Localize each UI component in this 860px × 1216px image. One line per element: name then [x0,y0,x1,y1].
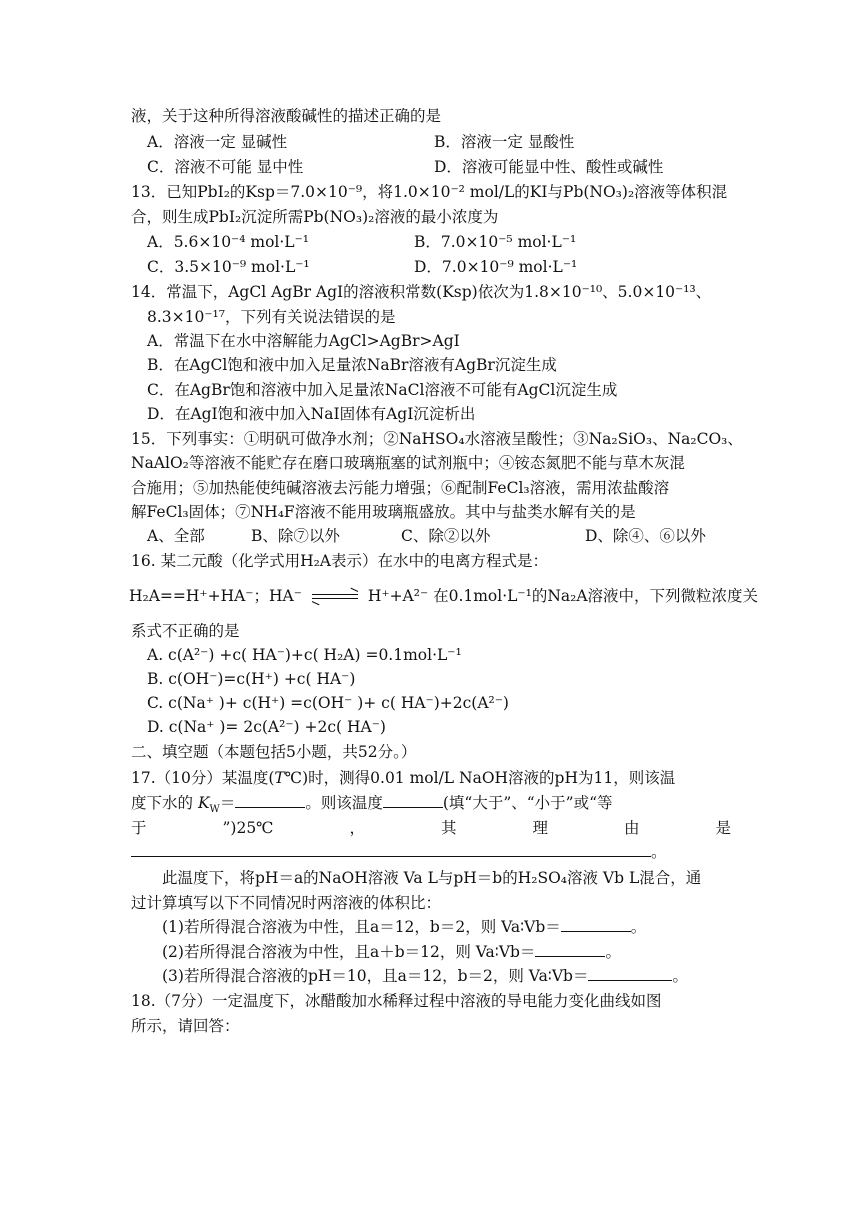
q18-stem: 18.（7分）一定温度下，冰醋酸加水稀释过程中溶液的导电能力变化曲线如图 [131,992,662,1010]
q13-option-b: B．7.0×10⁻⁵ mol·L⁻¹ [414,233,577,251]
equilibrium-arrow-icon [312,592,358,602]
q17-case-1: (1)若所得混合溶液为中性，且a＝12，b＝2，则 Va∶Vb＝ 。 [162,915,646,939]
q14-stem: 8.3×10⁻¹⁷，下列有关说法错误的是 [147,308,396,326]
q18-stem: 所示，请回答： [131,1017,240,1035]
q16-stem: 系式不正确的是 [131,622,240,640]
q16-option-b: B. c(OH⁻)=c(H⁺) +c( HA⁻) [147,670,356,688]
q17-case-3: (3)若所得混合溶液的pH＝10，且a＝12，b＝2，则 Va∶Vb＝ 。 [162,964,688,988]
q15-stem: 合施用；⑤加热能使纯碱溶液去污能力增强；⑥配制FeCl₃溶液，需用浓盐酸溶 [131,479,670,497]
q15-option-a: A、全部 [147,527,205,545]
q13-option-c: C．3.5×10⁻⁹ mol·L⁻¹ [147,258,310,276]
q16-equation: H₂A==H⁺+HA⁻；HA⁻ H⁺+A²⁻ 在0.1mol·L⁻¹的Na₂A溶液中，下列微粒浓度关 [129,587,759,605]
q13-stem: 合，则生成PbI₂沉淀所需Pb(NO₃)₂溶液的最小浓度为 [131,208,499,226]
q15-stem: NaAlO₂等溶液不能贮存在磨口玻璃瓶塞的试剂瓶中；④铵态氮肥不能与草木灰混 [131,454,685,472]
answer-blank[interactable] [235,791,305,808]
q14-option-a: A．常温下在水中溶解能力AgCl>AgBr>AgI [147,332,460,350]
q12-option-c: C．溶液不可能 显中性 [147,158,304,176]
q13-option-d: D．7.0×10⁻⁹ mol·L⁻¹ [414,258,578,276]
q17-reason-line: 。 [131,840,667,864]
q17-paragraph: 过计算填写以下不同情况时两溶液的体积比： [131,894,442,912]
q16-option-d: D. c(Na⁺ )= 2c(A²⁻) +2c( HA⁻) [147,718,386,736]
q15-option-b: B、除⑦以外 [251,527,340,545]
q14-option-d: D．在AgI饱和液中加入NaI固体有AgI沉淀析出 [147,405,476,423]
q17-stem: 于 ”)25℃ ， 其 理 由 是 [131,819,731,837]
q13-stem: 13．已知PbI₂的Ksp＝7.0×10⁻⁹，将1.0×10⁻² mol/L的KI与Pb(NO₃)₂溶液等体积混 [131,183,728,201]
q16-option-a: A. c(A²⁻) +c( HA⁻)+c( H₂A) =0.1mol·L⁻¹ [147,646,462,664]
answer-blank[interactable] [535,940,605,957]
q12-option-a: A．溶液一定 显碱性 [147,133,288,151]
q12-option-d: D．溶液可能显中性、酸性或碱性 [434,158,664,176]
q15-stem: 解FeCl₃固体；⑦NH₄F溶液不能用玻璃瓶盛放。其中与盐类水解有关的是 [131,503,636,521]
q14-option-c: C．在AgBr饱和溶液中加入足量浓NaCl溶液不可能有AgCl沉淀生成 [147,381,618,399]
section-heading: 二、填空题（本题包括5小题，共52分。） [131,743,417,761]
answer-blank[interactable] [383,791,443,808]
q15-option-c: C、除②以外 [401,527,491,545]
q14-stem: 14．常温下，AgCl AgBr AgI的溶液积常数(Ksp)依次为1.8×10⁻¹⁰、5.0×10⁻¹³、 [131,283,712,301]
q15-option-d: D、除④、⑥以外 [585,527,706,545]
q17-stem: 17.（10分）某温度(T℃)时，测得0.01 mol/L NaOH溶液的pH为11，则该温 [131,769,676,787]
q16-option-c: C. c(Na⁺ )+ c(H⁺) =c(OH⁻ )+ c( HA⁻)+2c(A²⁻) [147,694,509,712]
answer-blank[interactable] [588,964,672,981]
q17-paragraph: 此温度下，将pH＝a的NaOH溶液 Va L与pH＝b的H₂SO₄溶液 Vb L混合，通 [162,869,702,887]
text-line: 液，关于这种所得溶液酸碱性的描述正确的是 [131,107,442,125]
q12-option-b: B．溶液一定 显酸性 [434,133,575,151]
answer-blank[interactable] [131,840,651,857]
q17-stem: 度下水的 $K_W=$ 。则该温度 (填“大于”、“小于”或“等 [131,791,613,815]
q15-stem: 15．下列事实：①明矾可做净水剂；②NaHSO₄水溶液呈酸性；③Na₂SiO₃、Na₂CO₃、 [131,430,743,448]
q13-option-a: A．5.6×10⁻⁴ mol·L⁻¹ [147,233,309,251]
q14-option-b: B．在AgCl饱和液中加入足量浓NaBr溶液有AgBr沉淀生成 [147,356,557,374]
q17-case-2: (2)若所得混合溶液为中性，且a＋b＝12，则 Va∶Vb＝ 。 [162,940,621,964]
q16-stem: 16. 某二元酸（化学式用H₂A表示）在水中的电离方程式是： [131,552,549,570]
answer-blank[interactable] [561,915,631,932]
